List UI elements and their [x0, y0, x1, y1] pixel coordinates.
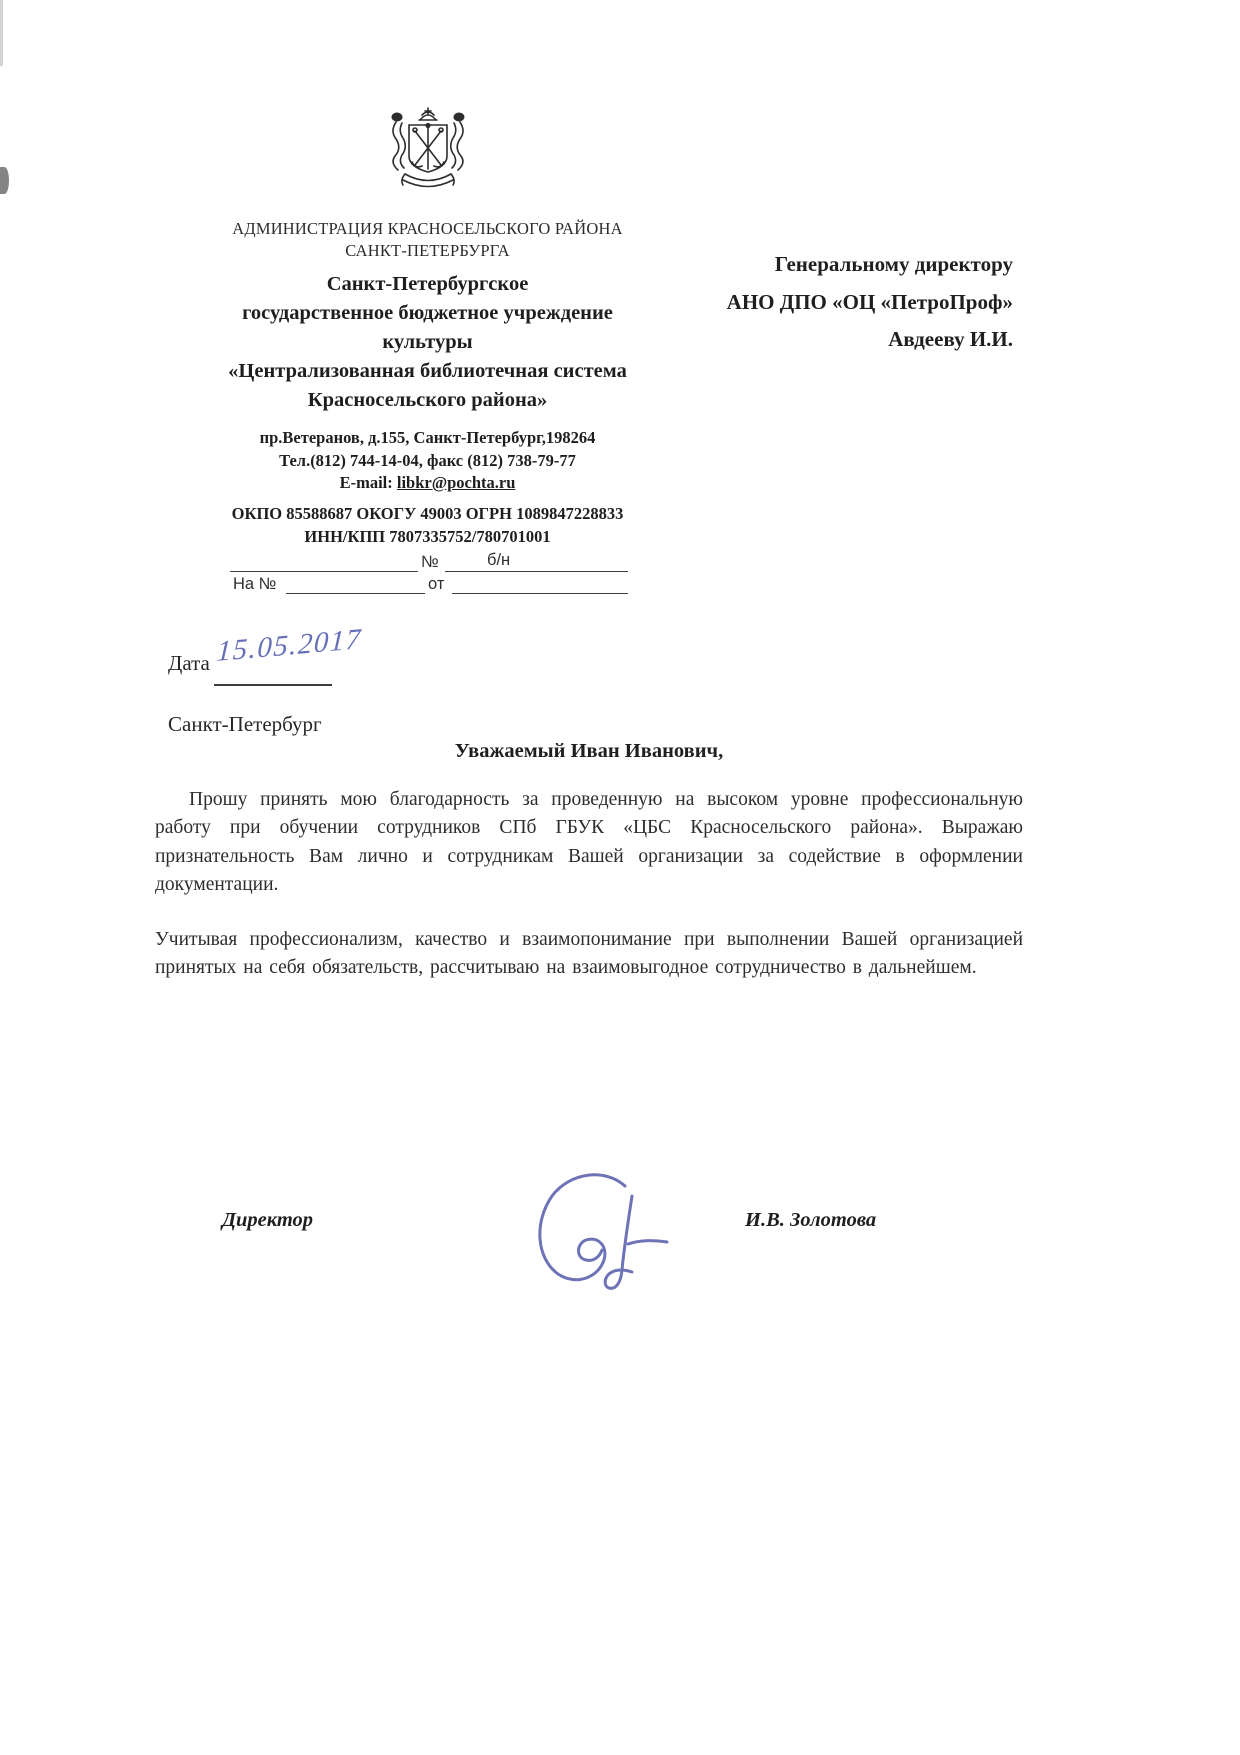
scan-edge-artifact — [0, 0, 3, 66]
administration-heading — [160, 218, 695, 262]
phone-fax-line: Тел.(812) 744-14-04, факс (812) 738-79-77 — [279, 450, 576, 470]
from-label: от — [428, 575, 445, 593]
salutation: Уважаемый Иван Иванович, — [454, 740, 724, 762]
email-label: E-mail: — [339, 473, 393, 492]
recipient-line: Генеральному директору — [774, 252, 1013, 276]
body-paragraph: Учитывая профессионализм, качество и взаимопонимание при выполнении Вашей организацией принятых на себя обязательств, рассчитываю на взаимовыгодное сотрудничество в дальнейшем. — [155, 929, 1023, 979]
scan-edge-artifact — [0, 167, 9, 194]
recipient-block — [727, 246, 1013, 359]
organization-name — [160, 270, 695, 415]
organization-name-line: «Централизованная библиотечная система — [228, 360, 627, 382]
organization-name-line: Красносельского района» — [307, 389, 548, 411]
email-address: libkr@pochta.ru — [396, 473, 516, 492]
signer-name: И.В. Золотова — [745, 1209, 877, 1231]
number-value: б/н — [487, 551, 511, 569]
handwritten-signature-icon — [520, 1166, 672, 1292]
number-sign-label: № — [421, 553, 439, 571]
reference-blank-line — [230, 571, 418, 572]
codes-line: ОКПО 85588687 ОКОГУ 49003 ОГРН 1089847228833 — [231, 504, 624, 523]
administration-line: АДМИНИСТРАЦИЯ КРАСНОСЕЛЬСКОГО РАЙОНА — [232, 219, 623, 238]
reference-blank-line — [286, 593, 425, 594]
date-underline — [214, 684, 332, 686]
city-line: Санкт-Петербург — [168, 712, 322, 736]
address-block — [160, 427, 695, 495]
coat-of-arms-emblem-icon — [383, 104, 473, 196]
organization-name-line: государственное бюджетное учреждение — [242, 302, 613, 324]
codes-line: ИНН/КПП 7807335752/780701001 — [304, 526, 551, 546]
handwritten-date: 15.05.2017 — [216, 623, 363, 668]
recipient-line: Авдееву И.И. — [888, 327, 1013, 351]
email-line — [160, 472, 695, 495]
address-line: пр.Ветеранов, д.155, Санкт-Петербург,198264 — [259, 428, 596, 447]
reference-blank-line — [445, 571, 628, 572]
organization-name-line: Санкт-Петербургское — [326, 273, 529, 295]
date-label: Дата — [168, 651, 210, 675]
recipient-line: АНО ДПО «ОЦ «ПетроПроф» — [726, 289, 1013, 314]
signer-title: Директор — [222, 1209, 314, 1231]
administration-line: САНКТ-ПЕТЕРБУРГА — [345, 241, 510, 260]
body-paragraph: Прошу принять мою благодарность за проведенную на высоком уровне профессиональную работу при обучении сотрудников СПб ГБУК «ЦБС Красносельского района». Выражаю признательность Вам лично и сотрудникам Вашей организации за содействие в оформлении документации. — [155, 789, 1023, 896]
reply-number-label: На № — [233, 575, 277, 593]
reference-blank-line — [452, 593, 628, 594]
organization-name-line: культуры — [382, 331, 473, 353]
registration-codes — [160, 503, 695, 548]
